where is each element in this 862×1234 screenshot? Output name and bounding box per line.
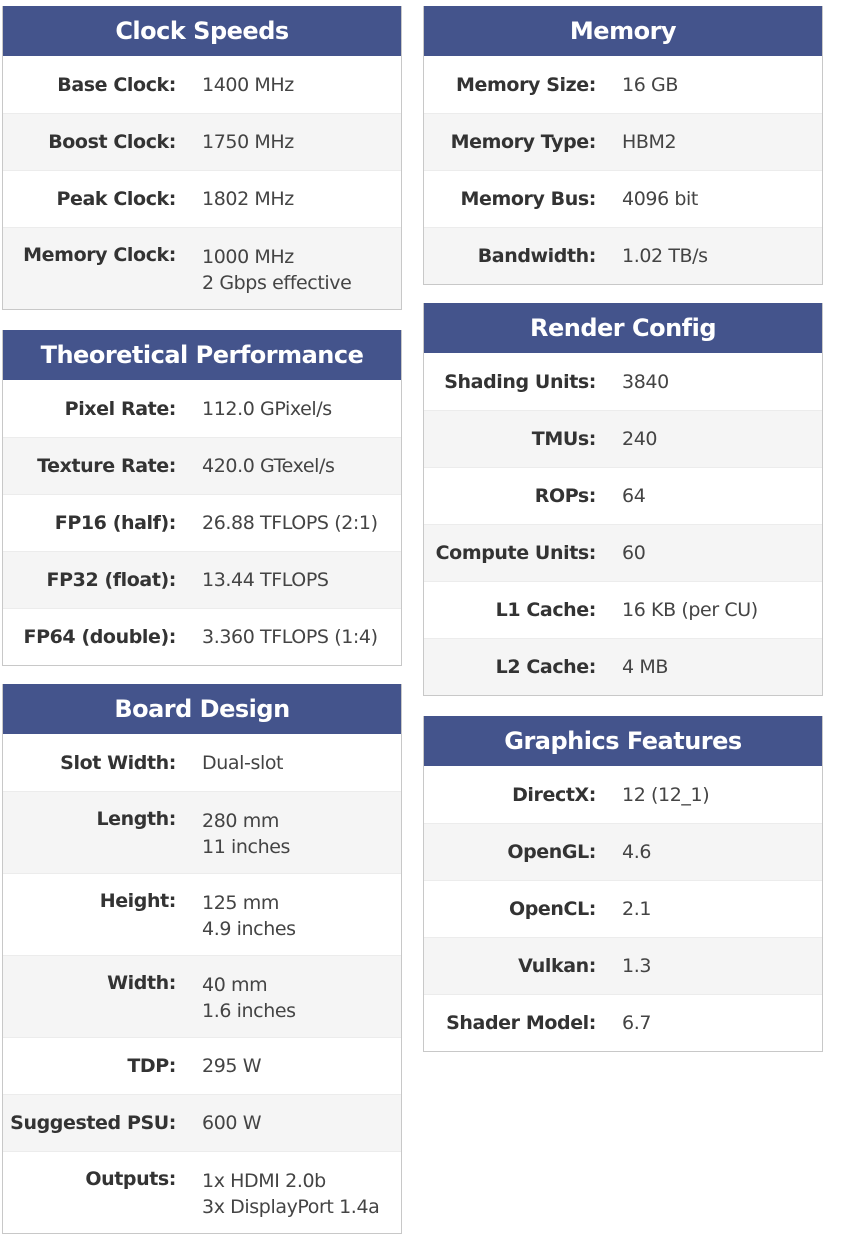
section-title: Board Design (3, 684, 401, 734)
spec-row (424, 170, 822, 227)
spec-row (424, 581, 822, 638)
spec-row (3, 734, 401, 791)
spec-label: TDP: (127, 1055, 176, 1077)
spec-label: FP64 (double): (23, 626, 176, 648)
section-title: Graphics Features (424, 716, 822, 766)
spec-label: Width: (107, 972, 176, 994)
spec-label: Suggested PSU: (10, 1112, 176, 1134)
spec-label: Memory Clock: (23, 244, 176, 266)
spec-label: L1 Cache: (495, 599, 596, 621)
spec-label: Boost Clock: (48, 131, 176, 153)
render-config-section (423, 303, 823, 696)
spec-row (3, 494, 401, 551)
spec-value: 26.88 TFLOPS (2:1) (202, 512, 378, 534)
spec-row (3, 1151, 401, 1233)
clock-speeds-section (2, 6, 402, 310)
spec-value: 1x HDMI 2.0b 3x DisplayPort 1.4a (202, 1170, 380, 1218)
spec-label: Height: (99, 890, 176, 912)
spec-row (3, 791, 401, 873)
spec-row (424, 353, 822, 410)
spec-value: 280 mm 11 inches (202, 810, 291, 858)
spec-value: 1802 MHz (202, 188, 294, 210)
spec-value: 1400 MHz (202, 73, 294, 96)
spec-label: Memory Type: (450, 131, 596, 153)
spec-value: HBM2 (622, 131, 677, 153)
section-title: Memory (424, 6, 822, 56)
spec-row (3, 380, 401, 437)
spec-value: 13.44 TFLOPS (202, 569, 329, 591)
spec-value: 4 MB (622, 656, 668, 678)
spec-label: Memory Bus: (460, 188, 596, 210)
spec-value: Dual-slot (202, 751, 284, 774)
spec-label: Outputs: (85, 1168, 176, 1190)
spec-row (424, 113, 822, 170)
spec-label: OpenGL: (507, 841, 596, 863)
spec-value: 3840 (622, 370, 669, 393)
spec-value: 12 (12_1) (622, 783, 710, 806)
spec-label: Base Clock: (57, 73, 176, 96)
section-title: Render Config (424, 303, 822, 353)
spec-value: 4096 bit (622, 188, 698, 210)
spec-row (3, 608, 401, 665)
spec-value: 420.0 GTexel/s (202, 455, 335, 477)
spec-row (3, 873, 401, 955)
spec-value: 16 GB (622, 73, 678, 96)
spec-row (424, 994, 822, 1051)
spec-value: 1750 MHz (202, 131, 294, 153)
spec-value: 64 (622, 485, 646, 507)
spec-label: Texture Rate: (37, 455, 176, 477)
spec-label: Compute Units: (435, 542, 596, 564)
spec-row (3, 1094, 401, 1151)
spec-label: Length: (96, 808, 176, 830)
spec-value: 1000 MHz 2 Gbps effective (202, 246, 352, 294)
spec-label: DirectX: (512, 783, 596, 806)
spec-value: 295 W (202, 1055, 262, 1077)
spec-value: 40 mm 1.6 inches (202, 974, 296, 1022)
spec-value: 240 (622, 428, 658, 450)
spec-value: 1.02 TB/s (622, 245, 708, 267)
spec-value: 2.1 (622, 898, 652, 920)
spec-row (3, 227, 401, 309)
spec-label: Shader Model: (446, 1012, 596, 1034)
spec-label: Bandwidth: (477, 245, 596, 267)
spec-value: 3.360 TFLOPS (1:4) (202, 626, 378, 648)
spec-row (3, 1037, 401, 1094)
spec-row (3, 551, 401, 608)
spec-row (424, 467, 822, 524)
spec-value: 600 W (202, 1112, 262, 1134)
spec-row (424, 410, 822, 467)
spec-label: FP32 (float): (46, 569, 176, 591)
spec-label: Peak Clock: (56, 188, 176, 210)
spec-value: 1.3 (622, 955, 652, 977)
spec-row (3, 955, 401, 1037)
spec-row (424, 766, 822, 823)
spec-value: 16 KB (per CU) (622, 599, 758, 621)
section-title: Clock Speeds (3, 6, 401, 56)
spec-row (3, 113, 401, 170)
spec-label: ROPs: (534, 485, 596, 507)
spec-row (424, 937, 822, 994)
spec-value: 60 (622, 542, 646, 564)
spec-label: Pixel Rate: (64, 397, 176, 420)
spec-value: 4.6 (622, 841, 652, 863)
board-design-section (2, 684, 402, 1234)
spec-row (424, 227, 822, 284)
theoretical-performance-section (2, 330, 402, 666)
spec-label: Vulkan: (518, 955, 596, 977)
spec-row (424, 638, 822, 695)
section-title: Theoretical Performance (3, 330, 401, 380)
memory-section (423, 6, 823, 285)
spec-value: 125 mm 4.9 inches (202, 892, 296, 940)
spec-row (424, 880, 822, 937)
spec-row (424, 56, 822, 113)
spec-label: TMUs: (531, 428, 596, 450)
spec-row (424, 524, 822, 581)
spec-label: Shading Units: (444, 370, 596, 393)
spec-value: 6.7 (622, 1012, 652, 1034)
spec-row (424, 823, 822, 880)
spec-label: Memory Size: (456, 73, 596, 96)
spec-label: FP16 (half): (54, 512, 176, 534)
spec-row (3, 437, 401, 494)
spec-value: 112.0 GPixel/s (202, 397, 332, 420)
graphics-features-section (423, 716, 823, 1052)
spec-label: Slot Width: (60, 751, 176, 774)
spec-label: L2 Cache: (495, 656, 596, 678)
spec-row (3, 170, 401, 227)
spec-label: OpenCL: (508, 898, 596, 920)
spec-row (3, 56, 401, 113)
